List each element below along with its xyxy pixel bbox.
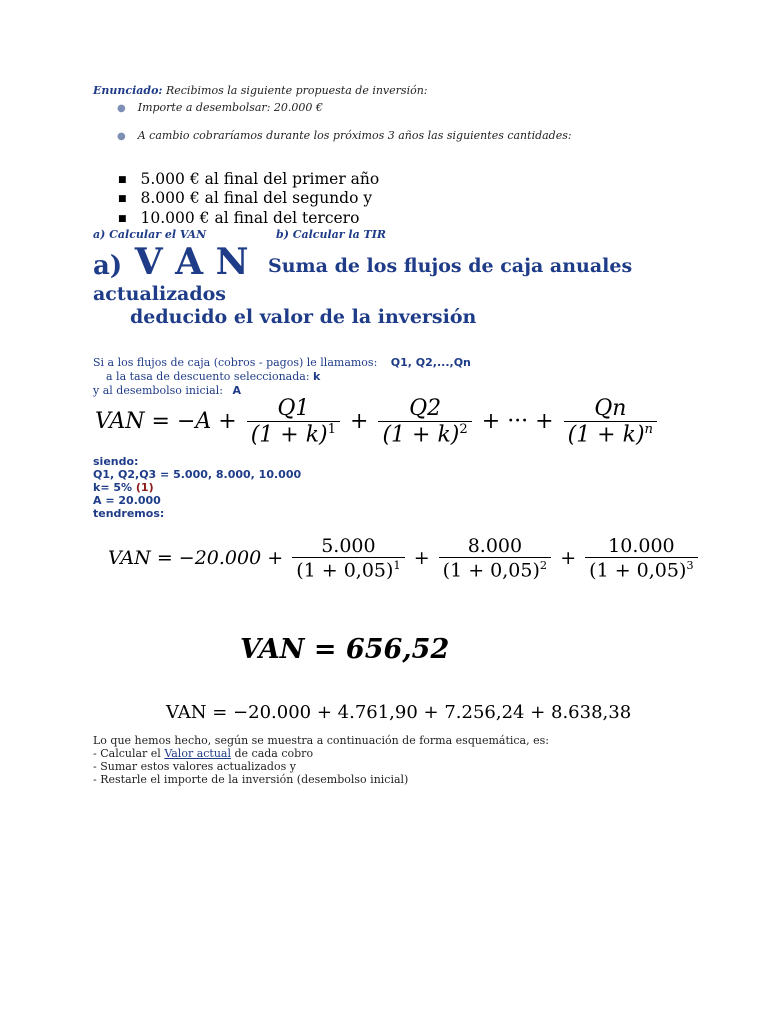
def-line-3-value: A <box>232 384 241 397</box>
enunciado-label: Enunciado: <box>93 84 163 97</box>
cash-flow-text-2: 8.000 € al final del segundo y <box>140 189 373 207</box>
summary-step-2: - Sumar estos valores actualizados y <box>93 760 296 773</box>
enunciado-text: Recibimos la siguiente propuesta de inversión: <box>162 84 428 97</box>
formula-term-2: $\frac{Q2}{(1 + k)^2}$ <box>378 396 471 447</box>
def-line-1-value: Q1, Q2,...,Qn <box>390 356 471 369</box>
cash-flow-text-3: 10.000 € al final del tercero <box>140 209 360 227</box>
formula-general: VAN = −A + $\frac{Q1}{(1 + k)^1}$ + $\frac{Q2}{(1 + k)^2}$ + ··· + $\frac{Qn}{(1 + k)^n}$ <box>95 396 660 447</box>
def-line-1-text: Si a los flujos de caja (cobros - pagos) le llamamos: <box>93 356 378 369</box>
given-tendremos: tendremos: <box>93 507 165 520</box>
task-b: b) Calcular la TIR <box>276 228 387 241</box>
bullet-importe <box>117 101 323 114</box>
formula-term-1: $\frac{Q1}{(1 + k)^1}$ <box>247 396 340 447</box>
valor-actual-link[interactable]: Valor actual <box>164 747 231 760</box>
formula-term-n: $\frac{Qn}{(1 + k)^n}$ <box>564 396 657 447</box>
van-desc-2: actualizados <box>93 283 226 305</box>
numeric-term-3: $\frac{10.000}{(1 + 0,05)^3}$ <box>585 535 697 581</box>
cash-flow-text-1: 5.000 € al final del primer año <box>140 170 380 188</box>
def-line-2-text: a la tasa de descuento seleccionada: <box>106 370 310 383</box>
formula-general-lhs: VAN = −A + <box>95 409 237 435</box>
summary-step-1: - Calcular el Valor actual de cada cobro <box>93 747 314 760</box>
given-k <box>93 481 154 494</box>
square-bullet-icon: ■ <box>118 175 127 185</box>
summary-intro: Lo que hemos hecho, según se muestra a continuación de forma esquemática, es: <box>93 734 549 747</box>
van-result: VAN = 656,52 <box>240 634 450 665</box>
bullet-cambio <box>117 129 572 142</box>
enunciado-line <box>93 84 428 97</box>
van-expanded: VAN = −20.000 + 4.761,90 + 7.256,24 + 8.638,38 <box>166 702 632 723</box>
van-heading <box>93 240 249 288</box>
formula-dots: + ··· + <box>481 409 554 435</box>
def-line-2-value: k <box>313 370 321 383</box>
cash-flow-item-2 <box>118 189 372 207</box>
numeric-term-2: $\frac{8.000}{(1 + 0,05)^2}$ <box>439 535 551 581</box>
given-a: A = 20.000 <box>93 494 161 507</box>
given-q: Q1, Q2,Q3 = 5.000, 8.000, 10.000 <box>93 468 302 481</box>
footnote-ref[interactable]: (1) <box>135 481 154 494</box>
bullet-dot-icon: ● <box>117 131 126 142</box>
cash-flow-item-1 <box>118 170 379 188</box>
task-a: a) Calcular el VAN <box>93 228 207 241</box>
given-siendo: siendo: <box>93 455 139 468</box>
bullet-dot-icon: ● <box>117 103 126 114</box>
square-bullet-icon: ■ <box>118 214 127 224</box>
summary-step-3: - Restarle el importe de la inversión (desembolso inicial) <box>93 773 409 786</box>
formula-numeric-lhs: VAN = −20.000 + <box>108 547 284 570</box>
bullet-importe-text: Importe a desembolsar: 20.000 € <box>137 101 323 114</box>
square-bullet-icon: ■ <box>118 194 127 204</box>
def-line-2 <box>106 370 320 383</box>
van-desc-1: Suma de los flujos de caja anuales <box>268 255 633 277</box>
van-heading-prefix: a) <box>93 251 123 281</box>
van-heading-title: V A N <box>134 241 249 283</box>
cash-flow-item-3 <box>118 209 359 227</box>
van-desc-3: deducido el valor de la inversión <box>130 306 477 328</box>
numeric-term-1: $\frac{5.000}{(1 + 0,05)^1}$ <box>292 535 404 581</box>
formula-numeric: VAN = −20.000 + $\frac{5.000}{(1 + 0,05)^1}$ + $\frac{8.000}{(1 + 0,05)^2}$ + $\frac{10.000}{(1 + 0,05)^3}$ <box>108 535 701 581</box>
bullet-cambio-text: A cambio cobraríamos durante los próximos 3 años las siguientes cantidades: <box>137 129 572 142</box>
given-k-text: k= 5% <box>93 481 133 494</box>
def-line-3-text: y al desembolso inicial: <box>93 384 223 397</box>
def-line-1 <box>93 356 471 369</box>
